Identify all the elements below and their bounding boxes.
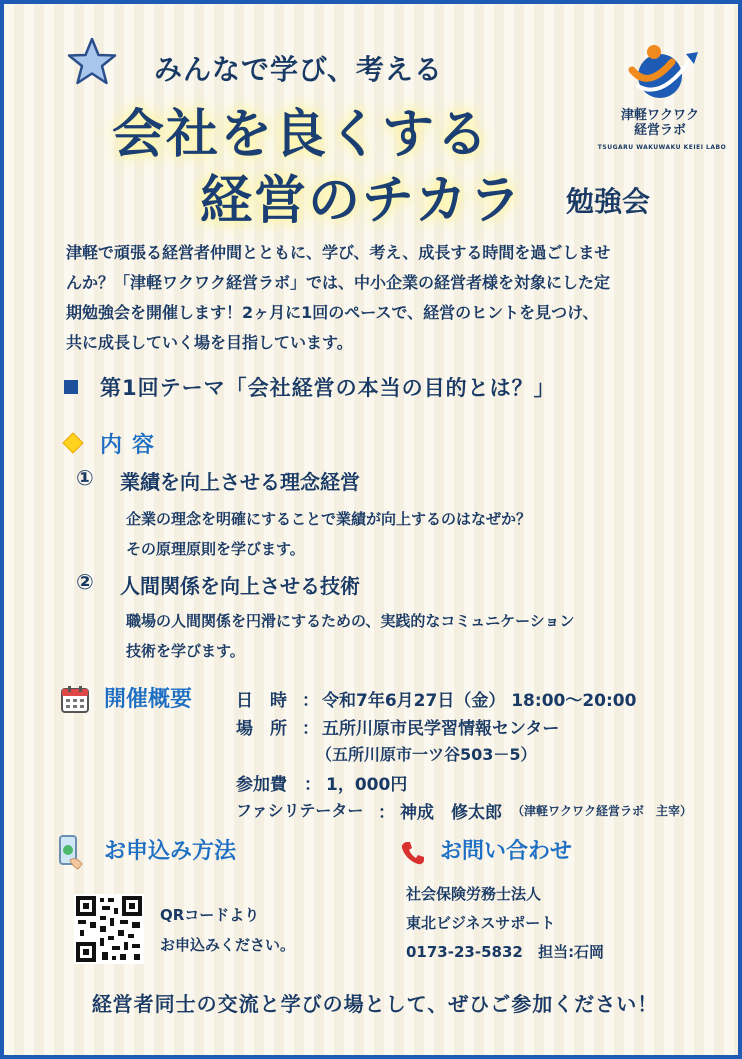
colon: ： xyxy=(302,691,319,711)
tagline: みんなで学び、考える xyxy=(154,53,443,86)
item-desc-line: 職場の人間関係を円滑にするための、実践的なコミュニケーション xyxy=(126,612,575,630)
contact-heading: お問い合わせ xyxy=(440,839,573,864)
item-number: ① xyxy=(76,466,94,490)
facilitator-label: ファシリテーター xyxy=(236,801,364,820)
item-description xyxy=(126,504,531,564)
fee-label: 参加費 xyxy=(236,775,287,795)
intro-line: 期勉強会を開催します！2ヶ月に1回のペースで、経営のヒントを見つけ、 xyxy=(66,303,599,322)
item-description xyxy=(126,606,575,666)
intro-line: 津軽で頑張る経営者仲間とともに、学び、考え、成長する時間を過ごしませ xyxy=(66,243,611,262)
contact-person: 担当:石岡 xyxy=(538,943,605,961)
place-label: 場 所 xyxy=(236,719,287,739)
colon: ： xyxy=(302,719,319,739)
facilitator-note: （津軽ワクワク経営ラボ 主宰） xyxy=(512,804,693,818)
apply-heading: お申込み方法 xyxy=(104,839,237,864)
item-title: 人間関係を向上させる技術 xyxy=(120,574,360,598)
logo-name-line2: 経営ラボ xyxy=(633,123,686,138)
item-title: 業績を向上させる理念経営 xyxy=(120,470,360,494)
contact-info xyxy=(406,880,604,967)
content-heading: 内容 xyxy=(100,433,165,458)
apply-line: QRコードより xyxy=(160,906,260,924)
star-icon xyxy=(66,36,118,88)
item-number: ② xyxy=(76,570,94,594)
qr-code-icon[interactable] xyxy=(74,894,144,964)
item-desc-line: その原理原則を学びます。 xyxy=(126,540,305,558)
apply-instructions xyxy=(160,900,295,960)
theme-heading: 第1回テーマ「会社経営の本当の目的とは？」 xyxy=(100,376,556,400)
apply-line: お申込みください。 xyxy=(160,936,296,954)
place-address: （五所川原市一ツ谷503－5） xyxy=(316,745,537,764)
logo-name-line1: 津軽ワクワク xyxy=(620,108,699,123)
item-desc-line: 企業の理念を明確にすることで業績が向上するのはなぜか？ xyxy=(126,510,532,528)
contact-phone-row xyxy=(406,938,604,967)
date-value: 令和7年6月27日（金） 18:00〜20:00 xyxy=(322,691,637,711)
overview-heading: 開催概要 xyxy=(104,687,193,712)
telephone-icon xyxy=(400,840,426,866)
intro-line: んか？「津軽ワクワク経営ラボ」では、中小企業の経営者様を対象にした定 xyxy=(66,273,611,292)
logo-name xyxy=(592,108,728,138)
logo-english: TSUGARU WAKUWAKU KEIEI LABO xyxy=(597,144,727,151)
intro-line: 共に成長していく場を目指しています。 xyxy=(66,333,353,352)
labo-logo-icon xyxy=(602,42,718,106)
intro-paragraph xyxy=(66,238,706,358)
square-bullet-icon xyxy=(64,380,78,394)
calendar-icon xyxy=(60,684,90,714)
item-desc-line: 技術を学びます。 xyxy=(126,642,245,660)
place-value: 五所川原市民学習情報センター xyxy=(322,719,560,739)
colon: ： xyxy=(304,775,321,795)
main-title-line1: 会社を良くする xyxy=(112,105,491,165)
title-suffix: 勉強会 xyxy=(566,185,651,218)
diamond-icon xyxy=(62,432,84,454)
contact-phone[interactable]: 0173-23-5832 xyxy=(406,943,523,961)
date-label: 日 時 xyxy=(236,691,287,711)
contact-org: 社会保険労務士法人 xyxy=(406,885,542,903)
fee-value: 1，000円 xyxy=(326,775,408,795)
colon: ： xyxy=(378,803,395,823)
smartphone-icon xyxy=(56,834,86,870)
contact-company: 東北ビジネスサポート xyxy=(406,914,556,932)
main-title-line2: 経営のチカラ xyxy=(200,171,523,231)
closing-message: 経営者同士の交流と学びの場として、ぜひご参加ください！ xyxy=(91,992,659,1016)
facilitator-name: 神成 修太郎 xyxy=(400,803,502,823)
